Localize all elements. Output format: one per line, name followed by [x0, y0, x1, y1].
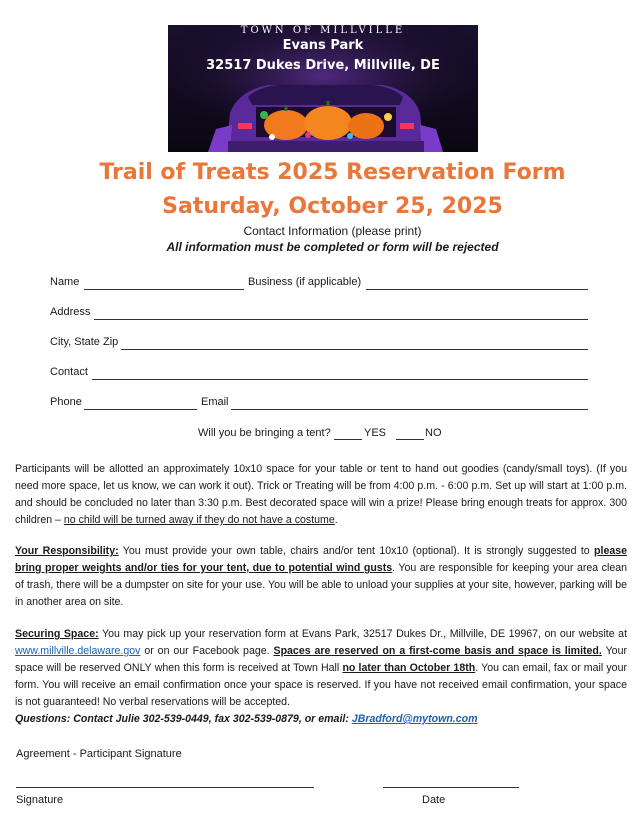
email-label: Email: [201, 396, 229, 408]
signature-input-line[interactable]: [16, 787, 314, 788]
form-title: Trail of Treats 2025 Reservation Form: [99, 160, 566, 185]
city-state-zip-label: City, State Zip: [50, 336, 119, 348]
tent-yes-label: YES: [364, 427, 387, 439]
event-banner-image: [168, 25, 478, 152]
first-come-note: Spaces are reserved on a first-come basis and space is limited.: [273, 645, 602, 657]
questions-text: Questions: Contact Julie 302-539-0449, fax 302-539-0879, or email:: [15, 713, 352, 725]
contact-input-line[interactable]: [92, 379, 588, 380]
signature-label: Signature: [16, 794, 64, 806]
email-input-line[interactable]: [231, 409, 588, 410]
completion-warning: All information must be completed or form will be rejected: [166, 240, 499, 254]
weights-note: please bring proper weights and/or ties for your tent, due to potential wind gusts: [15, 545, 628, 574]
contact-email-link[interactable]: JBradford@mytown.com: [351, 713, 478, 725]
securing-space-text-3: Your space will be reserved ONLY when this form is received at Town Hall: [15, 645, 627, 674]
name-input-line[interactable]: [84, 289, 244, 290]
responsibility-text-1: You must provide your own table, chairs and/or tent 10x10 (optional). It is strongly suggested to: [118, 545, 595, 557]
website-link[interactable]: www.millville.delaware.gov: [15, 645, 141, 657]
city-state-zip-input-line[interactable]: [121, 349, 588, 350]
address-label: Address: [50, 306, 91, 318]
responsibility-paragraph: [15, 543, 627, 611]
tent-yes-line[interactable]: [334, 439, 362, 440]
responsibility-heading: Your Responsibility:: [15, 545, 119, 557]
participant-info-paragraph: [15, 461, 627, 529]
address-input-line[interactable]: [94, 319, 588, 320]
business-input-line[interactable]: [366, 289, 588, 290]
banner-town: TOWN OF MILLVILLE: [240, 25, 406, 36]
responsibility-text-2: . You are responsible for keeping your area clean of trash, there will be a dumpster on site for your use. You will be able to unload your supplies at your site, however, parking will be in another area on site.: [15, 562, 628, 608]
contact-info-heading: Contact Information (please print): [243, 224, 422, 238]
participant-info-text: Participants will be allotted an approximately 10x10 space for your table or tent to hand out goodies (candy/small toys). (If you need more space, let us know, we can work it out). Trick or Treating will be from 4:00 p.m. - 6:00 p.m. Set up will start at 1:00 p.m. and should be concluded no later than 3:30 p.m. Best decorated space will win a prize! Please bring enough treats for approx. 300 children –: [15, 463, 627, 526]
phone-label: Phone: [50, 396, 82, 408]
securing-space-text-4: . You can email, fax or mail your form. You will receive an email confirmation once your space is reserved. If you have not received email confirmation, your space is not guaranteed! No verbal reservations will be accepted.: [15, 662, 627, 708]
tent-no-label: NO: [425, 427, 442, 439]
phone-input-line[interactable]: [84, 409, 197, 410]
date-label: Date: [422, 794, 446, 806]
securing-space-text-2: or on our Facebook page.: [140, 645, 274, 657]
agreement-label: Agreement - Participant Signature: [16, 748, 182, 760]
tent-question: Will you be bringing a tent?: [198, 427, 331, 439]
securing-space-heading: Securing Space:: [15, 628, 99, 640]
securing-space-paragraph: [15, 626, 627, 728]
name-label: Name: [50, 276, 80, 288]
tent-no-line[interactable]: [396, 439, 424, 440]
costume-note: no child will be turned away if they do not have a costume: [63, 514, 335, 526]
event-date: Saturday, October 25, 2025: [162, 194, 503, 219]
banner-park: Evans Park: [282, 38, 364, 53]
participant-info-end: .: [334, 514, 338, 526]
securing-space-text-1: You may pick up your reservation form at Evans Park, 32517 Dukes Dr., Millville, DE 19967, on our website at: [98, 628, 628, 640]
date-input-line[interactable]: [383, 787, 519, 788]
business-label: Business (if applicable): [248, 276, 362, 288]
contact-label: Contact: [50, 366, 88, 378]
deadline-note: no later than October 18th: [342, 662, 476, 674]
banner-address: 32517 Dukes Drive, Millville, DE: [206, 58, 440, 73]
